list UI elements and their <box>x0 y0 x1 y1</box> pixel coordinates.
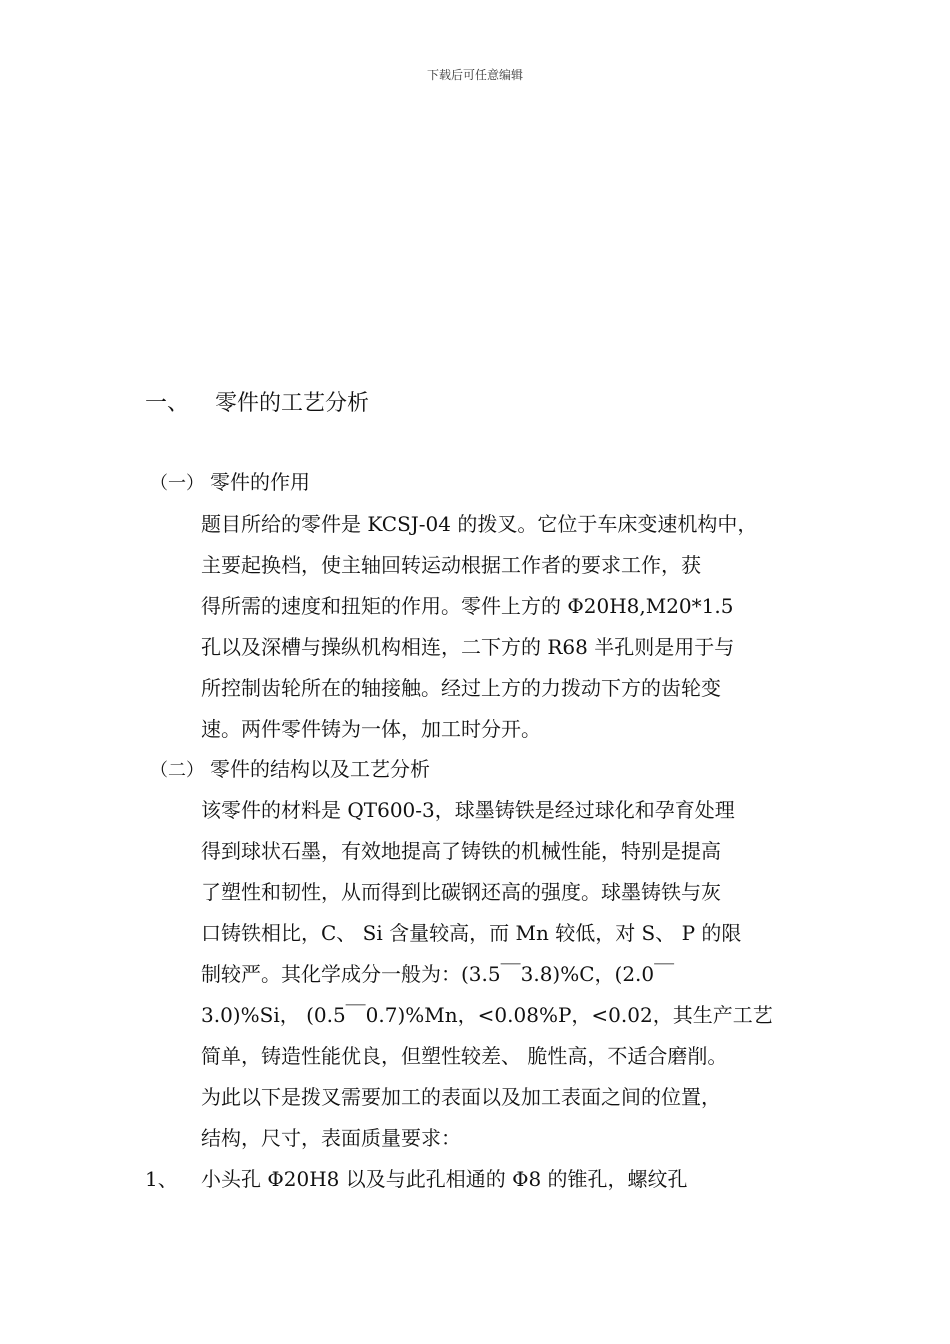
paragraph-line: 制较严。其化学成分一般为：(3.5￣3.8)%C，(2.0￣ <box>201 962 675 986</box>
subsection-heading-2 <box>150 753 430 782</box>
section-title: 零件的工艺分析 <box>215 391 370 416</box>
paragraph-line: 口铸铁相比，C、 Si 含量较高，而 Mn 较低，对 S、 P 的限 <box>201 921 742 945</box>
list-item-text: 小头孔 Φ20H8 以及与此孔相通的 Φ8 的锥孔，螺纹孔 <box>201 1167 688 1191</box>
section-number: 一、 <box>145 391 190 416</box>
paragraph-line: 该零件的材料是 QT600-3，球墨铸铁是经过球化和孕育处理 <box>201 798 735 822</box>
paragraph-line: 为此以下是拨叉需要加工的表面以及加工表面之间的位置， <box>201 1085 721 1109</box>
paragraph-line: 得到球状石墨，有效地提高了铸铁的机械性能，特别是提高 <box>201 839 721 863</box>
paragraph-line: 结构，尺寸，表面质量要求： <box>201 1126 461 1150</box>
page-header: 下载后可任意编辑 <box>426 68 523 82</box>
paragraph-line: 简单，铸造性能优良，但塑性较差、 脆性高，不适合磨削。 <box>201 1044 728 1068</box>
subsection-title: 零件的作用 <box>210 470 310 494</box>
paragraph-line: 主要起换档，使主轴回转运动根据工作者的要求工作，获 <box>201 553 701 577</box>
subsection-number: （二） <box>150 760 204 781</box>
paragraph-line: 题目所给的零件是 KCSJ-04 的拨叉。它位于车床变速机构中， <box>201 512 758 536</box>
paragraph-line: 3.0)%Si， (0.5￣0.7)%Mn，<0.08%P，<0.02，其生产工艺 <box>201 1003 773 1027</box>
subsection-title: 零件的结构以及工艺分析 <box>210 757 430 781</box>
paragraph-line: 孔以及深槽与操纵机构相连，二下方的 R68 半孔则是用于与 <box>201 635 735 659</box>
paragraph-line: 所控制齿轮所在的轴接触。经过上方的力拨动下方的齿轮变 <box>201 676 721 700</box>
subsection-heading-1 <box>150 466 310 495</box>
subsection-number: （一） <box>150 473 204 494</box>
list-item <box>145 1163 688 1192</box>
section-heading <box>145 386 369 417</box>
list-item-number: 1、 <box>145 1167 178 1191</box>
paragraph-line: 速。两件零件铸为一体，加工时分开。 <box>201 717 541 741</box>
paragraph-line: 了塑性和韧性，从而得到比碳钢还高的强度。球墨铸铁与灰 <box>201 880 721 904</box>
paragraph-line: 得所需的速度和扭矩的作用。零件上方的 Φ20H8,M20*1.5 <box>201 594 734 618</box>
